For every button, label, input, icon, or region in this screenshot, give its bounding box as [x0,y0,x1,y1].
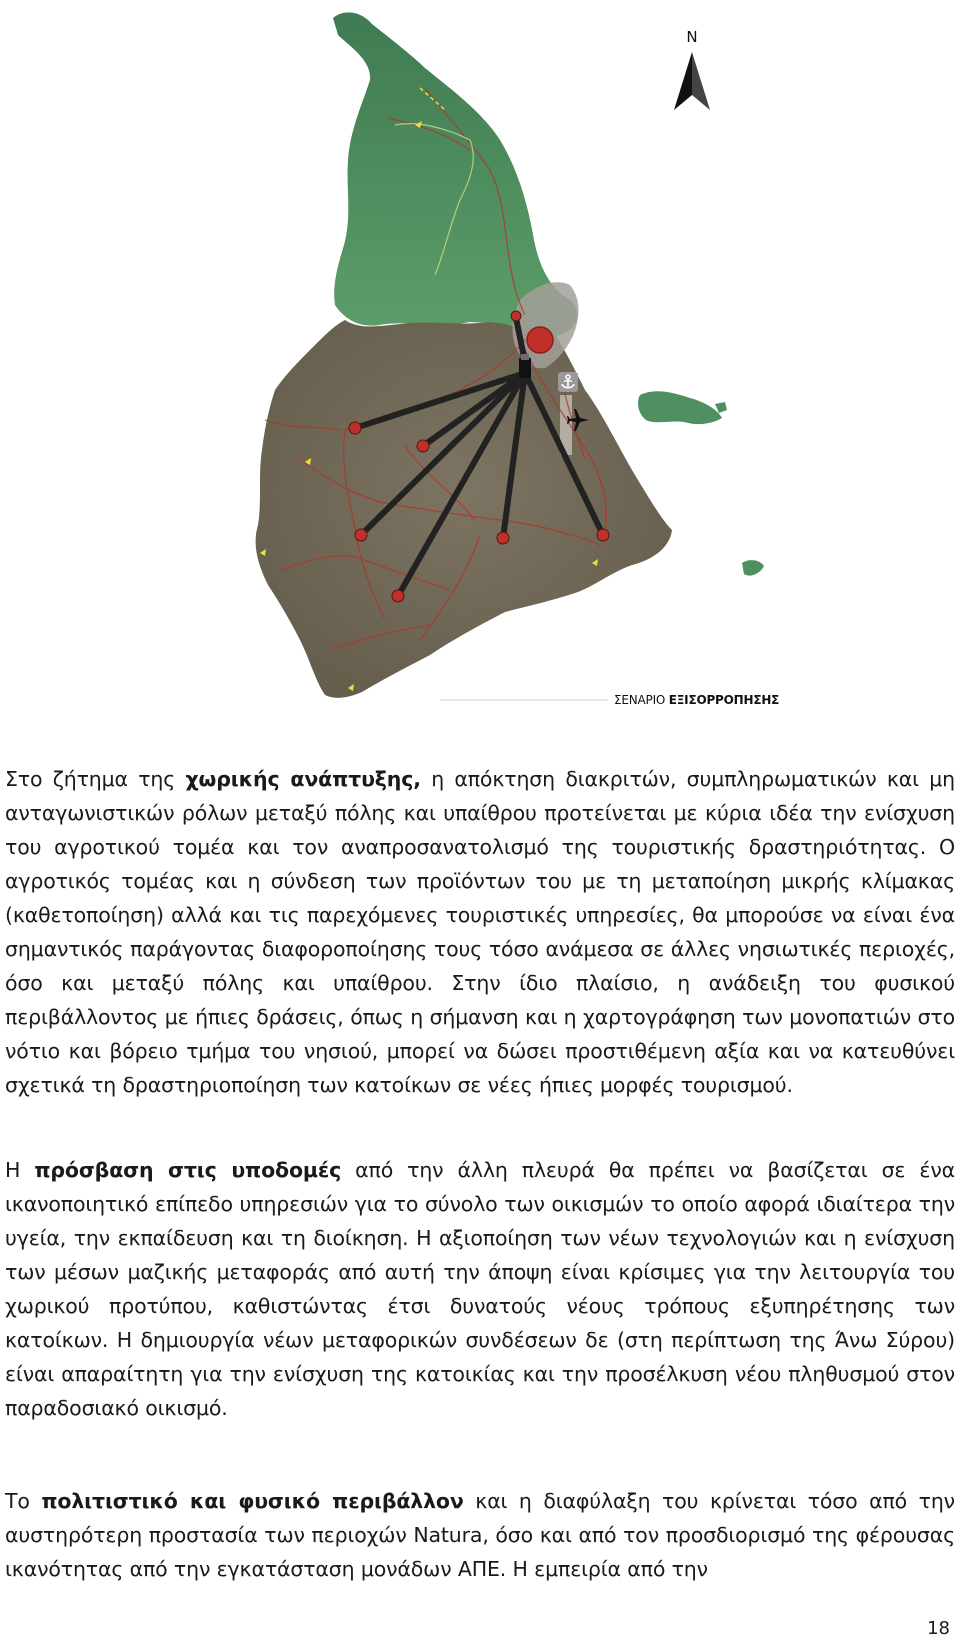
paragraph-spatial-development [5,762,955,1102]
main-town-node [527,327,553,353]
southern-island-body [256,320,672,698]
eastern-islet-small [715,402,727,413]
paragraph-bold-term: πολιτιστικό και φυσικό περιβάλλον [41,1489,464,1513]
paragraph-cultural-environment [5,1484,955,1586]
paragraph-body: και η διαφύλαξη του κρίνεται τόσο από την αυστηρότερη προστασία των περιοχών Natura, όσο και από τον προσδιορισμό της φέρουσας ικανότητας από την εγκατάσταση μονάδων ΑΠΕ. Η εμπειρία από την [5,1489,955,1581]
paragraph-body: από την άλλη πλευρά θα πρέπει να βασίζεται σε ένα ικανοποιητικό επίπεδο υπηρεσιών για το σύνολο των οικισμών το οποίο αφορά ιδιαίτερα την υγεία, την εκπαίδευση και τη διοίκηση. Η αξιοποίηση των νέων τεχνολογιών και η ενίσχυση των μέσων μαζικής μεταφοράς από αυτή την άποψη είναι κρίσιμες για την λειτουργία του χωρικού προτύπου, καθιστώντας έτσι δυνατούς νέους τρόπους εξυπηρέτησης των κατοίκων. Η δημιουργία νέων μεταφορικών συνδέσεων δε (στη περίπτωση της Άνω Σύρου) είναι απαραίτητη για την ενίσχυση της κατοικίας και την προσέλκυση νέου πληθυσμού στον παραδοσιακό οικισμό. [5,1158,955,1420]
paragraph-prefix: Το [5,1489,42,1513]
north-arrow-icon [674,52,710,110]
paragraph-infrastructure-access [5,1153,955,1425]
eastern-islet [638,391,722,424]
anchor-icon [558,372,578,392]
north-label: N [686,28,698,46]
southeast-islet [742,560,764,575]
paragraph-bold-term: χωρικής ανάπτυξης, [185,767,421,791]
central-hub-marker [519,358,531,378]
map-caption [614,693,779,707]
map-caption-strong: ΕΞΙΣΟΡΡΟΠΗΣΗΣ [668,693,780,707]
page-number: 18 [927,1618,950,1639]
island-map-figure [0,0,960,720]
map-caption-prefix: ΣΕΝΑΡΙΟ [614,693,666,707]
paragraph-prefix: Στο ζήτημα της [5,767,186,791]
island-map [0,0,960,720]
paragraph-bold-term: πρόσβαση στις υποδομές [34,1158,342,1182]
paragraph-prefix: Η [5,1158,35,1182]
central-hub-marker-top [521,354,529,360]
paragraph-body: η απόκτηση διακριτών, συμπληρωματικών και μη ανταγωνιστικών ρόλων μεταξύ πόλης και υπαίθρου προτείνεται με κύρια ιδέα την ενίσχυση του αγροτικού τομέα και τον αναπροσανατολισμό της τουριστικής δραστηριότητας. Ο αγροτικός τομέας και η σύνδεση των προϊόντων του με τη μεταποίηση μικρής κλίμακας (καθετοποίηση) αλλά και τις παρεχόμενες τουριστικές υπηρεσίες, θα μπορούσε να είναι ένα σημαντικός παράγοντας διαφοροποίησης τους τόσο ανάμεσα σε άλλες νησιωτικές περιοχές, όσο και μεταξύ πόλης και υπαίθρου. Στην ίδιο πλαίσιο, η ανάδειξη του φυσικού περιβάλλοντος με ήπιες δράσεις, όπως η σήμανση και η χαρτογράφηση των μονοπατιών στο νότιο και βόρειο τμήμα του νησιού, μπορεί να δώσει προστιθέμενη αξία και να κατευθύνει σχετικά τη δραστηριοποίηση των κατοίκων σε νέες ήπιες μορφές τουρισμού. [5,767,955,1097]
